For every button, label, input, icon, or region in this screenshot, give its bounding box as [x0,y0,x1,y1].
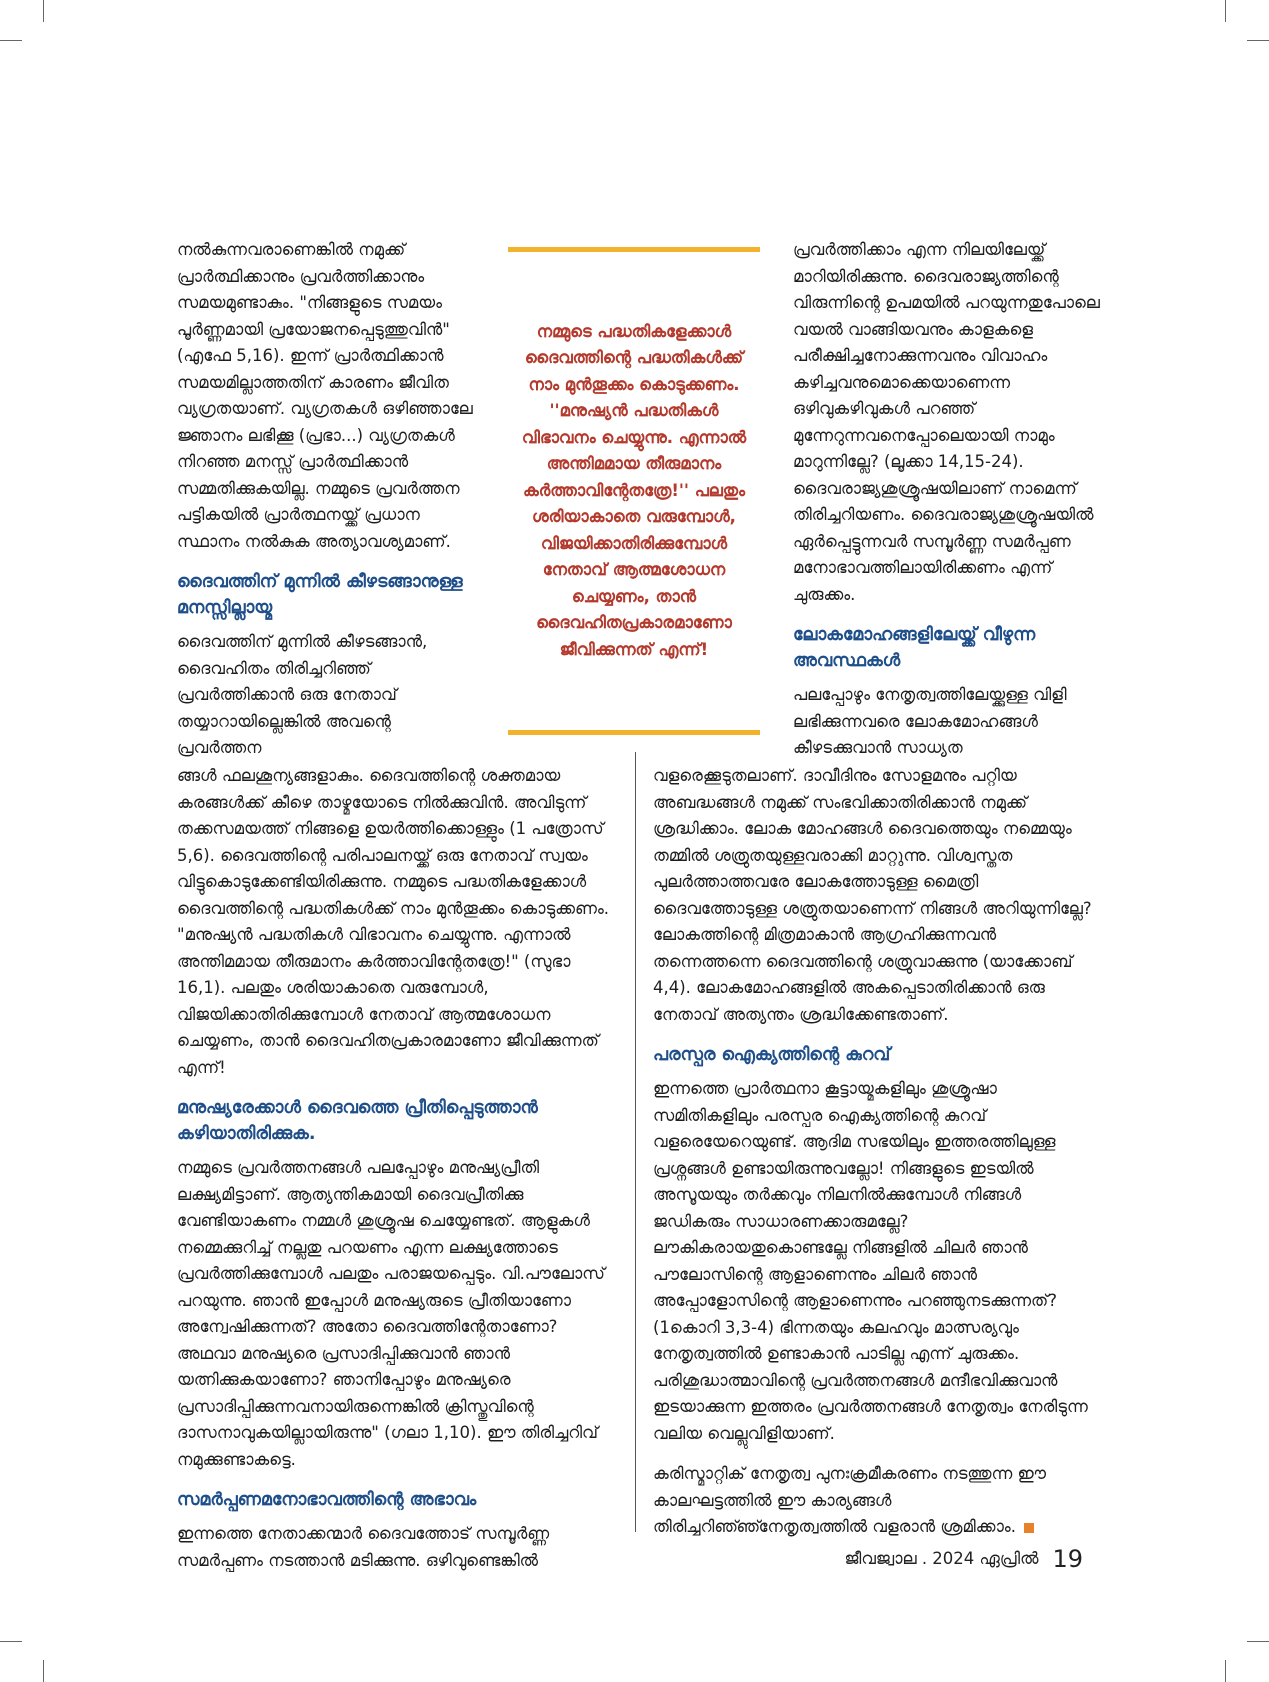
section-heading: മനുഷ്യരേക്കാൾ ദൈവത്തെ പ്രീതിപ്പെടുത്താൻ കഴിയാതിരിക്കുക. [177,1098,538,1144]
paragraph: നമ്മുടെ പ്രവർത്തനങ്ങൾ പലപ്പോഴും മനുഷ്യപ്രീതി ലക്ഷ്യമിട്ടാണ്. ആത്യന്തികമായി ദൈവപ്രീതിക്കു വേണ്ടിയാകണം നമ്മൾ ശുശ്രൂഷ ചെയ്യേണ്ടത്. ആളുകൾ നമ്മെക്കുറിച്ച് നല്ലതു പറയണം എന്ന ലക്ഷ്യത്തോടെ പ്രവർത്തിക്കുമ്പോൾ പലതും പരാജയപ്പെടും. വി.പൗലോസ് പറയുന്നു. ഞാൻ ഇപ്പോൾ മനുഷ്യരുടെ പ്രീതിയാണോ അന്വേഷിക്കുന്നത്? അതോ ദൈവത്തിന്റേതാണോ? അഥവാ മനുഷ്യരെ പ്രസാദിപ്പിക്കുവാൻ ഞാൻ യത്നിക്കുകയാണോ? ഞാനിപ്പോഴും മനുഷ്യരെ പ്രസാദിപ്പിക്കുന്നവനായിരുന്നെങ്കിൽ ക്രിസ്തുവിന്റെ ദാസനാവുകയില്ലായിരുന്നു" (ഗലാ 1,10). ഈ തിരിച്ചറിവ് നമുക്കുണ്ടാകട്ടെ. [177,1158,605,1469]
paragraph: ഇന്നത്തെ പ്രാർത്ഥനാ കൂട്ടായ്മകളിലും ശുശ്രൂഷാ സമിതികളിലും പരസ്പര ഐക്യത്തിന്റെ കുറവ് വളരെയേറെയുണ്ട്. ആദിമ സഭയിലും ഇത്തരത്തിലുള്ള പ്രശ്നങ്ങൾ ഉണ്ടായിരുന്നുവല്ലോ! നിങ്ങളുടെ ഇടയിൽ അസൂയയും തർക്കവും നിലനിൽക്കുമ്പോൾ നിങ്ങൾ ജഡികരും സാധാരണക്കാരുമല്ലേ? ലൗകികരായതുകൊണ്ടല്ലേ നിങ്ങളിൽ ചിലർ ഞാൻ പൗലോസിന്റെ ആളാണെന്നും ചിലർ ഞാൻ അപ്പോളോസിന്റെ ആളാണെന്നും പറഞ്ഞുനടക്കുന്നത്? (1കൊറി 3,3-4) ഭിന്നതയും കലഹവും മാത്സര്യവും നേതൃത്വത്തിൽ ഉണ്ടാകാൻ പാടില്ല എന്ന് ചുരുക്കം. പരിശുദ്ധാത്മാവിന്റെ പ്രവർത്തനങ്ങൾ മന്ദീഭവിക്കുവാൻ ഇടയാക്കുന്ന ഇത്തരം പ്രവർത്തനങ്ങൾ നേതൃത്വം നേരിടുന്ന വലിയ വെല്ലുവിളിയാണ്. [653,1079,1088,1443]
closing-paragraph [653,1461,1103,1541]
column-left-wide [177,763,617,1574]
paragraph: നൽകുന്നവരാണെങ്കിൽ നമുക്ക് പ്രാർത്ഥിക്കാനും പ്രവർത്തിക്കാനും സമയമുണ്ടാകും. "നിങ്ങളുടെ സമയം പൂർണ്ണമായി പ്രയോജനപ്പെടുത്തുവിൻ" (എഫേ 5,16). ഇന്ന് പ്രാർത്ഥിക്കാൻ സമയമില്ലാത്തതിന് കാരണം ജീവിത വ്യഗ്രതയാണ്. വ്യഗ്രതകൾ ഒഴിഞ്ഞാലേ ജ്ഞാനം ലഭിക്കൂ (പ്രഭാ...) വ്യഗ്രതകൾ നിറഞ്ഞ മനസ്സ് പ്രാർത്ഥിക്കാൻ സമ്മതിക്കുകയില്ല. നമ്മുടെ പ്രവർത്തന പട്ടികയിൽ പ്രാർത്ഥനയ്ക്ക് പ്രധാന സ്ഥാനം നൽകുക അത്യാവശ്യമാണ്. [177,240,473,551]
crop-mark [0,40,22,41]
page-footer [845,1545,1083,1573]
column-right-wide [653,763,1103,1541]
crop-mark [1225,1660,1226,1682]
crop-mark [0,1641,22,1642]
section-heading: ലോകമോഹങ്ങളിലേയ്ക്ക് വീഴുന്ന അവസ്ഥകൾ [793,625,1036,671]
publication-name: ജീവജ്വാല . 2024 ഏപ്രിൽ [844,1549,1039,1568]
crop-mark [1247,1641,1269,1642]
crop-mark [43,0,44,22]
section-heading: ദൈവത്തിന് മുന്നിൽ കീഴടങ്ങാനുള്ള മനസ്സില്ലായ്മ [177,572,463,618]
closing-text: കരിസ്മാറ്റിക് നേതൃത്വ പുനഃക്രമീകരണം നടത്തുന്ന ഈ കാലഘട്ടത്തിൽ ഈ കാര്യങ്ങൾ തിരിച്ചറിഞ്ഞ്നേതൃത്വത്തിൽ വളരാൻ ശ്രമിക്കാം. [653,1464,1047,1536]
paragraph: വളരെക്കൂടുതലാണ്. ദാവീദിനും സോളമനും പറ്റിയ അബദ്ധങ്ങൾ നമുക്ക് സംഭവിക്കാതിരിക്കാൻ നമുക്ക് ശ്രദ്ധിക്കാം. ലോക മോഹങ്ങൾ ദൈവത്തെയും നമ്മെയും തമ്മിൽ ശത്രുതയുള്ളവരാക്കി മാറ്റുന്നു. വിശ്വസ്തത പുലർത്താത്തവരേ ലോകത്തോടുള്ള മൈത്രി ദൈവത്തോടുള്ള ശത്രുതയാണെന്ന് നിങ്ങൾ അറിയുന്നില്ലേ? ലോകത്തിന്റെ മിത്രമാകാൻ ആഗ്രഹിക്കുന്നവൻ തന്നെത്തന്നെ ദൈവത്തിന്റെ ശത്രുവാക്കുന്നു (യാക്കോബ് 4,4). ലോകമോഹങ്ങളിൽ അകപ്പെടാതിരിക്കാൻ ഒരു നേതാവ് അത്യന്തം ശ്രദ്ധിക്കേണ്ടതാണ്. [653,766,1092,1024]
paragraph: ഇന്നത്തെ നേതാക്കന്മാർ ദൈവത്തോട് സമ്പൂർണ്ണ സമർപ്പണം നടത്താൻ മടിക്കുന്നു. ഒഴിവുണ്ടെങ്കിൽ [177,1524,550,1570]
section-heading: സമർപ്പണമനോഭാവത്തിന്റെ അഭാവം [177,1490,477,1510]
column-left-narrow [177,237,477,762]
page-number: 19 [1052,1545,1083,1573]
end-mark-icon [1024,1523,1034,1533]
pull-quote-text: നമ്മുടെ പദ്ധതികളേക്കാൾ ദൈവത്തിന്റെ പദ്ധതികൾക്ക് നാം മുൻതൂക്കം കൊടുക്കണം. ''മനുഷ്യൻ പദ്ധതികൾ വിഭാവനം ചെയ്യുന്നു. എന്നാൽ അന്തിമമായ തീരുമാനം കർത്താവിന്റേതത്രേ!'' പലതും ശരിയാകാതെ വരുമ്പോൾ, വിജയിക്കാതിരിക്കുമ്പോൾ നേതാവ് ആത്മശോധന ചെയ്യണം, താൻ ദൈവഹിതപ്രകാരമാണോ ജീവിക്കുന്നത് എന്ന്! [521,321,747,659]
crop-mark [43,1660,44,1682]
section-heading: പരസ്പര ഐക്യത്തിന്റെ കുറവ് [653,1045,891,1065]
paragraph: പ്രവർത്തിക്കാം എന്ന നിലയിലേയ്ക്ക് മാറിയിരിക്കുന്നു. ദൈവരാജ്യത്തിന്റെ വിരുന്നിന്റെ ഉപമയിൽ പറയുന്നതുപോലെ വയൽ വാങ്ങിയവനും കാളകളെ പരീക്ഷിച്ചനോക്കുന്നവനും വിവാഹം കഴിച്ചവനുമൊക്കെയാണെന്ന ഒഴിവുകഴിവുകൾ പറഞ്ഞ് മുന്നേറുന്നവനെപ്പോലെയായി നാമും മാറുന്നില്ലേ? (ലൂക്കാ 14,15-24). ദൈവരാജ്യശുശ്രൂഷയിലാണ് നാമെന്ന് തിരിച്ചറിയണം. ദൈവരാജ്യശുശ്രൂഷയിൽ ഏർപ്പെട്ടുന്നവർ സമ്പൂർണ്ണ സമർപ്പണ മനോഭാവത്തിലായിരിക്കണം എന്ന് ചുരുക്കം. [793,240,1100,604]
crop-mark [1247,40,1269,41]
column-right-narrow [793,237,1108,762]
paragraph: പലപ്പോഴും നേതൃത്വത്തിലേയ്ക്കുള്ള വിളി ലഭിക്കുന്നവരെ ലോകമോഹങ്ങൾ കീഴടക്കുവാൻ സാധ്യത [793,685,1067,757]
crop-mark [1225,0,1226,22]
paragraph: ങ്ങൾ ഫലശൂന്യങ്ങളാകും. ദൈവത്തിന്റെ ശക്തമായ കരങ്ങൾക്ക് കീഴെ താഴ്മയോടെ നിൽക്കുവിൻ. അവിടുന്ന് തക്കസമയത്ത് നിങ്ങളെ ഉയർത്തിക്കൊള്ളും (1 പത്രോസ് 5,6). ദൈവത്തിന്റെ പരിപാലനയ്ക്ക് ഒരു നേതാവ് സ്വയം വിട്ടുകൊടുക്കേണ്ടിയിരിക്കുന്നു. നമ്മുടെ പദ്ധതികളേക്കാൾ ദൈവത്തിന്റെ പദ്ധതികൾക്ക് നാം മുൻതൂക്കം കൊടുക്കണം. "മനുഷ്യൻ പദ്ധതികൾ വിഭാവനം ചെയ്യുന്നു. എന്നാൽ അന്തിമമായ തീരുമാനം കർത്താവിന്റേതത്രേ!" (സുഭാ 16,1). പലതും ശരിയാകാതെ വരുമ്പോൾ, വിജയിക്കാതിരിക്കുമ്പോൾ നേതാവ് ആത്മശോധന ചെയ്യണം, താൻ ദൈവഹിതപ്രകാരമാണോ ജീവിക്കുന്നത് എന്ന്! [177,766,609,1077]
column-divider [635,752,636,1532]
pull-quote [508,247,760,735]
paragraph: ദൈവത്തിന് മുന്നിൽ കീഴടങ്ങാൻ, ദൈവഹിതം തിരിച്ചറിഞ്ഞ് പ്രവർത്തിക്കാൻ ഒരു നേതാവ് തയ്യാറായില്ലെങ്കിൽ അവന്റെ പ്രവർത്തന [177,632,428,757]
